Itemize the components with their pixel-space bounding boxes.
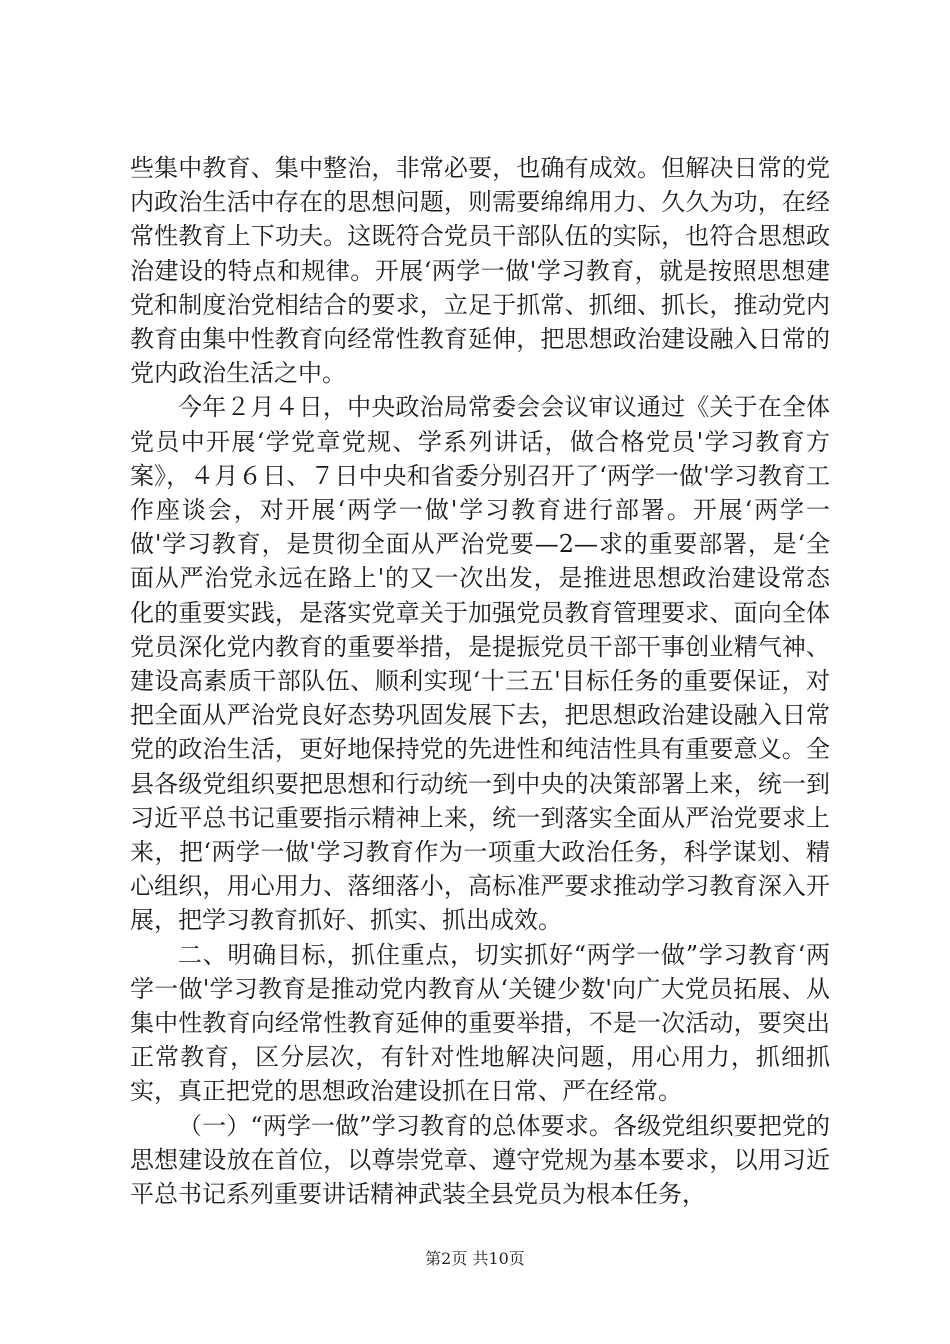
paragraph-continuation: 些集中教育、集中整治，非常必要，也确有成效。但解决日常的党内政治生活中存在的思想问题，则需要绵绵用力、久久为功，在经常性教育上下功夫。这既符合党员干部队伍的实际，也符合思想政治建设的特点和规律。开展‘两学一做'学习教育，就是按照思想建党和制度治党相结合的要求，立足于抓常、抓细、抓长，推动党内教育由集中性教育向经常性教育延伸，把思想政治建设融入日常的党内政治生活之中。	[130, 154, 830, 388]
paragraph-general-requirements: （一）“两学一做”学习教育的总体要求。各级党组织要把党的思想建设放在首位，以尊崇党章、遵守党规为基本要求，以用习近平总书记系列重要讲话精神武装全县党员为根本任务，	[130, 1111, 830, 1209]
document-body	[130, 151, 830, 1211]
paragraph-section-two: 二、明确目标，抓住重点，切实抓好“两学一做”学习教育‘两学一做'学习教育是推动党内教育从‘关键少数'向广大党员拓展、从集中性教育向经常性教育延伸的重要举措，不是一次活动，要突出正常教育，区分层次，有针对性地解决问题，用心用力，抓细抓实，真正把党的思想政治建设抓在日常、严在经常。	[130, 940, 830, 1106]
paragraph-meeting-review: 今年２月４日，中央政治局常委会会议审议通过《关于在全体党员中开展‘学党章党规、学系列讲话，做合格党员'学习教育方案》，４月６日、７日中央和省委分别召开了‘两学一做'学习教育工作座谈会，对开展‘两学一做'学习教育进行部署。开展‘两学一做'学习教育，是贯彻全面从严治党要—2—求的重要部署，是‘全面从严治党永远在路上'的又一次出发，是推进思想政治建设常态化的重要实践，是落实党章关于加强党员教育管理要求、面向全体党员深化党内教育的重要举措，是提振党员干部干事创业精气神、建设高素质干部队伍、顺利实现‘十三五'目标任务的重要保证，对把全面从严治党良好态势巩固发展下去，把思想政治建设融入日常党的政治生活，更好地保持党的先进性和纯洁性具有重要意义。全县各级党组织要把思想和行动统一到中央的决策部署上来，统一到习近平总书记重要指示精神上来，统一到落实全面从严治党要求上来，把‘两学一做'学习教育作为一项重大政治任务，科学谋划、精心组织，用心用力、落细落小，高标准严要求推动学习教育深入开展，把学习教育抓好、抓实、抓出成效。	[130, 393, 830, 935]
page-number-footer: 第2页 共10页	[425, 1249, 525, 1268]
